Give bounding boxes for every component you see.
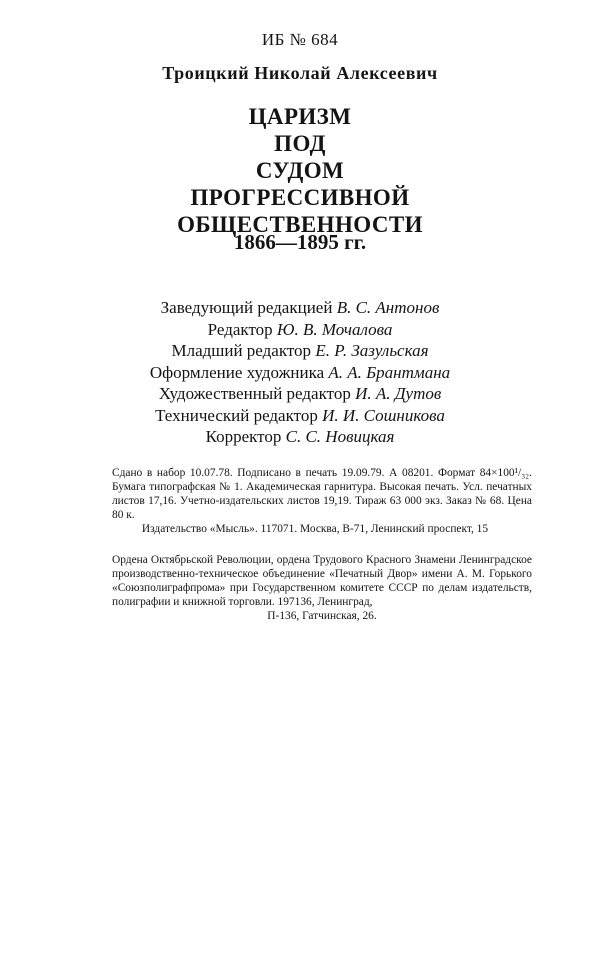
book-title xyxy=(0,103,600,238)
credit-role: Художественный редактор xyxy=(158,384,351,403)
author-name: Троицкий Николай Алексеевич xyxy=(162,63,438,83)
credit-row xyxy=(0,297,600,319)
publisher-info: Издательство «Мысль». 117071. Москва, В-71, Ленинский проспект, 15 xyxy=(141,523,489,535)
credit-role: Корректор xyxy=(205,427,282,446)
title-line: ОБЩЕСТВЕННОСТИ xyxy=(177,212,423,237)
credits-list xyxy=(0,297,600,448)
book-years: 1866—1895 гг. xyxy=(233,230,367,254)
credit-role: Технический редактор xyxy=(155,405,318,425)
credit-row xyxy=(0,362,600,384)
credit-person: И. А. Дутов xyxy=(355,384,442,403)
title-line: СУДОМ xyxy=(255,158,345,183)
credit-role: Оформление художника xyxy=(149,362,325,382)
credit-row xyxy=(0,319,600,341)
credit-person: А. А. Брантмана xyxy=(328,362,451,382)
title-line: ПРОГРЕССИВНОЙ xyxy=(190,185,410,210)
credit-role: Редактор xyxy=(207,319,273,339)
title-line: ЦАРИЗМ xyxy=(248,104,352,129)
credit-person: Е. Р. Зазульская xyxy=(315,341,429,360)
printer-info xyxy=(112,553,532,623)
print-details: Сдано в набор 10.07.78. Подписано в печать 19.09.79. А 08201. Формат 84×100¹/₃₂. Бумага типографская № 1. Академическая гарнитура. Высокая печать. Усл. печатных листов 17,16. Учетно-издательских листов 19,19. Тираж 63 000 экз. Заказ № 68. Цена 80 к. xyxy=(112,467,532,521)
credit-row xyxy=(0,405,600,427)
printer-info-address: П-136, Гатчинская, 26. xyxy=(267,610,377,622)
ib-number: ИБ № 684 xyxy=(261,30,339,49)
credit-person: С. С. Новицкая xyxy=(285,427,395,446)
credit-person: И. И. Сошникова xyxy=(322,405,445,425)
title-line: ПОД xyxy=(274,131,326,156)
credit-row xyxy=(0,426,600,448)
credit-role: Младший редактор xyxy=(171,341,312,360)
credit-person: Ю. В. Мочалова xyxy=(276,319,393,339)
credit-row xyxy=(0,340,600,362)
credit-person: В. С. Антонов xyxy=(336,298,440,317)
credit-role: Заведующий редакцией xyxy=(160,298,333,317)
credit-row xyxy=(0,383,600,405)
printer-info-body: Ордена Октябрьской Революции, ордена Трудового Красного Знамени Ленинградское производственно-техническое объединение «Печатный Двор» имени А. М. Горького «Союзполиграфпрома» при Государственном комитете СССР по делам издательств, полиграфии и книжной торговли. 197136, Ленинград, xyxy=(112,554,532,608)
